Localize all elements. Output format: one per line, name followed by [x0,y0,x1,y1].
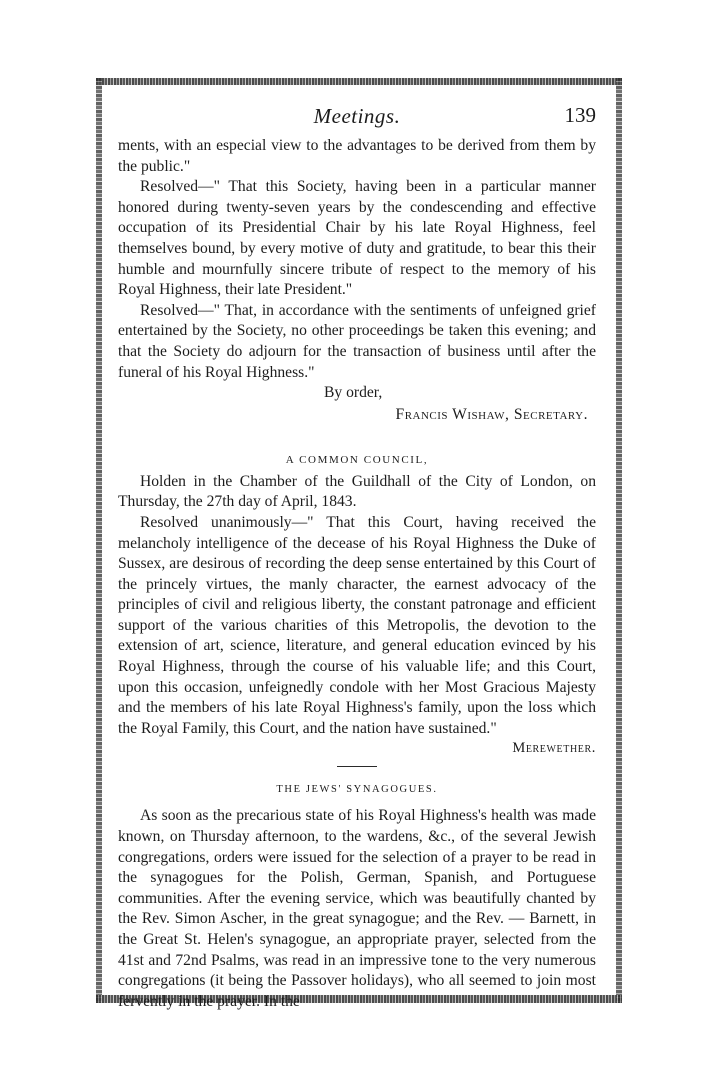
signature-secretary: Francis Wishaw, Secretary. [395,405,588,423]
section-heading-common-council: A COMMON COUNCIL, [285,453,429,466]
border-top [96,78,622,85]
page-header [118,98,596,136]
border-right [616,78,622,1003]
section-divider [337,766,377,767]
section2-paragraph-1: Holden in the Chamber of the Guildhall of the City of London, on Thursday, the 27th day of April, 1843. [118,472,596,511]
section1-paragraph-1: ments, with an especial view to the advantages to be derived from them by the public." [118,137,596,175]
section1-paragraph-3: Resolved—" That, in accordance with the sentiments of unfeigned grief entertained by the Society, no other proceedings be taken this evening; and that the Society do adjourn for the transaction of business until after the funeral of his Royal Highness." [118,301,596,381]
border-left [96,78,102,1003]
section-heading-synagogues: THE JEWS' SYNAGOGUES. [276,784,438,796]
section3-paragraph-1: As soon as the precarious state of his Royal Highness's health was made known, on Thursday afternoon, to the wardens, &c., of the several Jewish congregations, orders were issued for the selection of a prayer to be read in the synagogues for the Polish, German, Spanish, and Portuguese communities. After the evening service, which was beautifully chanted by the Rev. Simon Ascher, in the great synagogue; and the Rev. — Barnett, in the Great St. Helen's synagogue, an appropriate prayer, selected from the 41st and 72nd Psalms, was read in an impressive tone to the very numerous congregations (it being the Passover holidays), who all seemed to join most fervently in the prayer. In the [118,807,596,1010]
page-content [118,98,596,1012]
section1-paragraph-2: Resolved—" That this Society, having been in a particular manner honored during twenty-seven years by the condescending and effective occupation of its Presidential Chair by his late Royal Highness, feel themselves bound, by every motive of duty and gratitude, to bear this their humble and mournfully sincere tribute of respect to the memory of his Royal Highness, their late President." [118,178,596,299]
by-order: By order, [324,384,383,402]
section2-paragraph-2: Resolved unanimously—" That this Court, having received the melancholy intelligence of the decease of his Royal Highness the Duke of Sussex, are desirous of recording the deep sense entertained by this Court of the princely virtues, the manly character, the earnest advocacy of the principles of civil and religious liberty, the constant patronage and efficient support of the various charities of this Metropolis, the devotion to the extension of art, science, literature, and general education evinced by his Royal Highness, through the course of his valuable life; and this Court, upon this occasion, unfeignedly condole with her Most Gracious Majesty and the members of his late Royal Highness's family, upon the loss which the Royal Family, this Court, and the nation have sustained." [118,513,596,737]
signature-merewether: Merewether. [512,740,596,757]
page-number: 139 [564,103,596,127]
running-title: Meetings. [313,104,401,128]
